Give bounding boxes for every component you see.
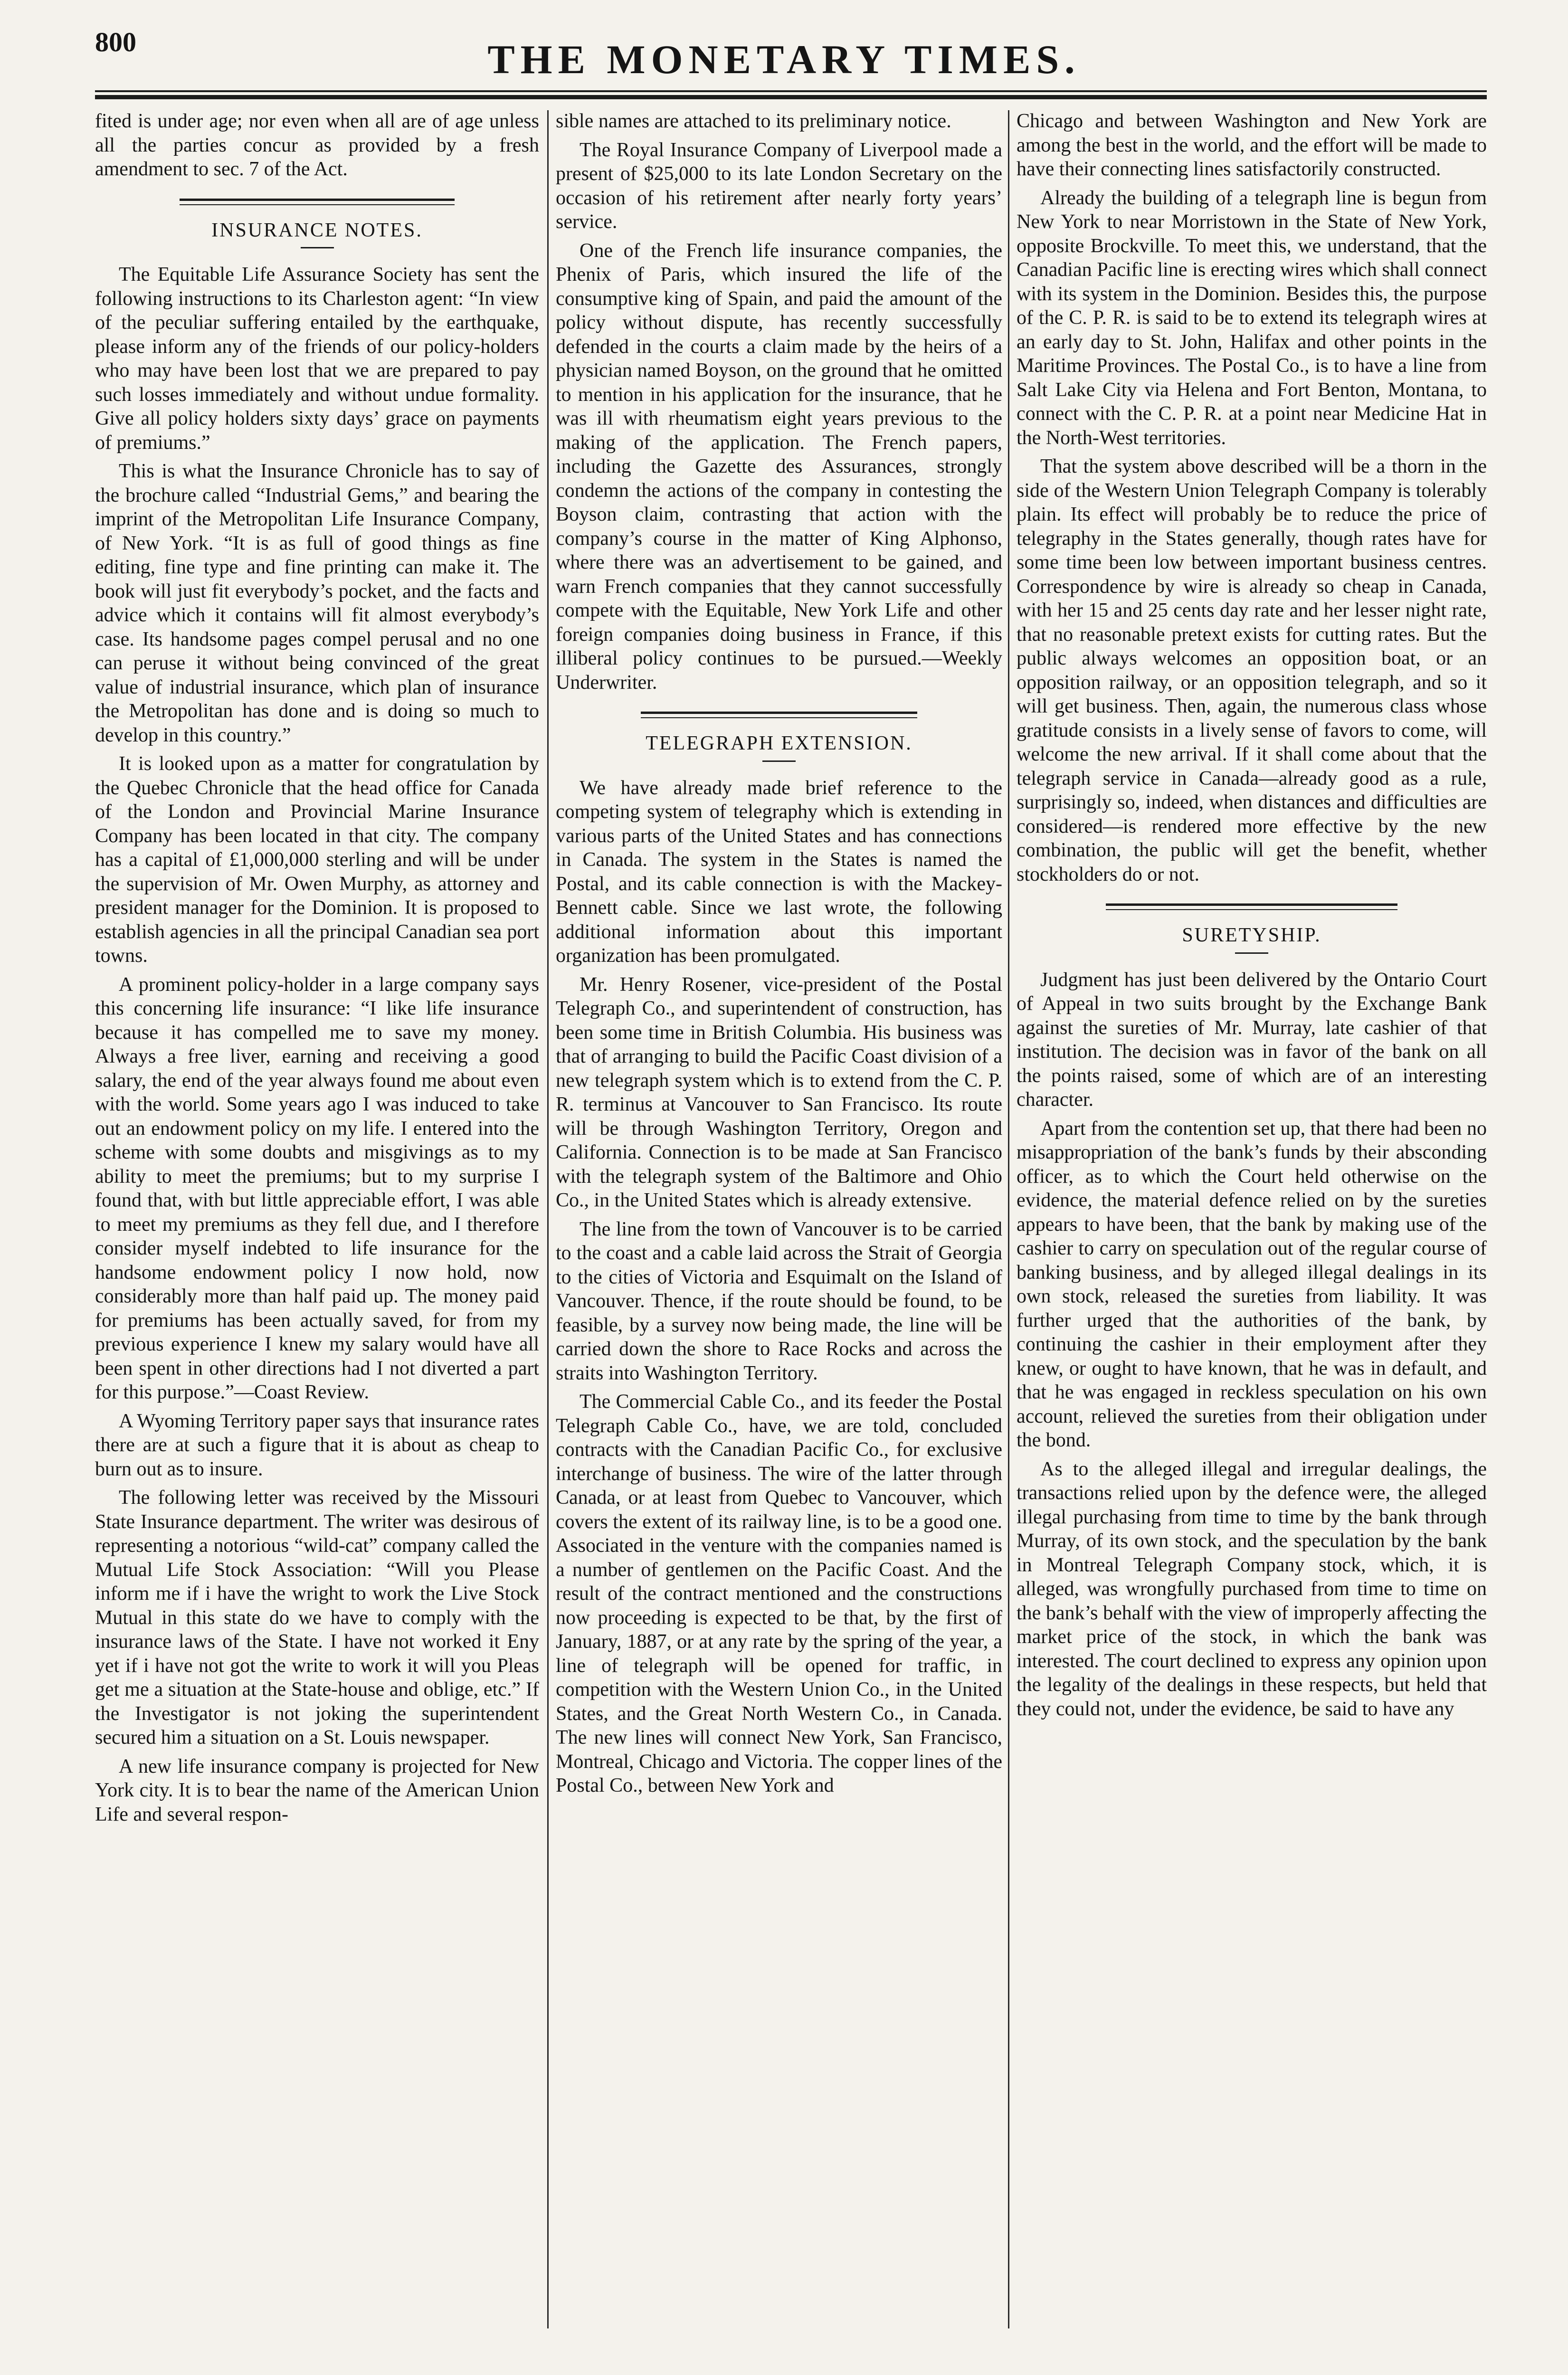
article-paragraph: Already the building of a telegraph line is begun from New York to near Morristown in the State of New York, opposite Brockville. To meet this, we understand, that the Canadian Pacific line is erecting wires which shall connect with its system in the Dominion. Besides this, the purpose of the C. P. R. is said to be to extend its telegraph wires at an early day to St. John, Halifax and other points in the Maritime Provinces. The Postal Co., is to have a line from Salt Lake City via Helena and Fort Benton, Montana, to connect with the C. P. R. at a point near Medicine Hat in the North-West territories. [1017, 187, 1487, 449]
section-heading: TELEGRAPH EXTENSION. [646, 732, 912, 754]
column-1 [95, 109, 539, 2337]
article-paragraph: A new life insurance company is projected for New York city. It is to bear the name of the American Union Life and several respon- [95, 1755, 539, 1825]
column-3 [1017, 109, 1487, 2337]
masthead-rule-thin [95, 90, 1487, 92]
article-paragraph: One of the French life insurance companies, the Phenix of Paris, which insured the life of the consumptive king of Spain, and paid the amount of the policy without dispute, has recently successfully defended in the courts a claim made by the heirs of a physician named Boyson, on the ground that he omitted to mention in his application for the insurance, that he was ill with rheumatism eight years previous to the making of the application. The French papers, including the Gazette des Assurances, strongly condemn the actions of the company in contesting the Boyson claim, contrasting that action with the company’s course in the matter of King Alphonso, where there was an advertisement to be gained, and warn French companies that they cannot successfully compete with the Equitable, New York Life and other foreign companies doing business in France, if this illiberal policy continues to be pursued.—Weekly Underwriter. [556, 239, 1002, 694]
section-double-rule [1106, 903, 1397, 910]
article-paragraph: The Royal Insurance Company of Liverpool made a present of $25,000 to its late London Secretary on the occasion of his retirement after nearly forty years’ service. [556, 139, 1002, 233]
masthead-rule-thick [95, 95, 1487, 99]
section-heading-block [1017, 903, 1487, 954]
article-paragraph: The Equitable Life Assurance Society has sent the following instructions to its Charleston agent: “In view of the peculiar suffering entailed by the earthquake, please inform any of the friends of our policy-holders who may have been lost that we are prepared to pay such losses immediately and without undue formality. Give all policy holders sixty days’ grace on payments of premiums.” [95, 264, 539, 454]
article-paragraph: That the system above described will be a thorn in the side of the Western Union Telegraph Company is tolerably plain. Its effect will probably be to reduce the price of telegraphy in the States generally, though rates have for some time been low between important business centres. Correspondence by wire is already so cheap in Canada, with her 15 and 25 cents day rate and her lesser night rate, that no reasonable pretext exists for cutting rates. But the public always welcomes an opposition boat, or an opposition railway, or an opposition telegraph, and so it will get business. Then, again, the numerous class whose gratitude consists in a lively sense of favors to come, will welcome the new arrival. If it shall come about that the telegraph service in Canada—already good as a rule, surprisingly so, indeed, when distances and difficulties are considered—is rendered more effective by the new combination, the public will get the benefit, whether stockholders do or not. [1017, 456, 1487, 885]
masthead [0, 0, 1568, 119]
article-paragraph: We have already made brief reference to the competing system of telegraphy which is extending in various parts of the United States and has connections in Canada. The system in the States is named the Postal, and its cable connection is with the Mackey-Bennett cable. Since we last wrote, the following additional information about this important organization has been promulgated. [556, 777, 1002, 967]
article-paragraph: The following letter was received by the Missouri State Insurance department. The writer was desirous of representing a notorious “wild-cat” company called the Mutual Life Stock Association: “Will you Please inform me if i have the wright to work the Live Stock Mutual in this state do we have to comply with the insurance laws of the State. I have not worked it Eny yet if i have not got the write to work it will you Pleas get me a situation at the State-house and oblige, etc.” If the Investigator is not joking the superintendent secured him a situation on a St. Louis newspaper. [95, 1487, 539, 1748]
article-paragraph: Judgment has just been delivered by the Ontario Court of Appeal in two suits brought by the Exchange Bank against the sureties of Mr. Murray, late cashier of that institution. The decision was in favor of the bank on all the points raised, some of which are of an interesting character. [1017, 969, 1487, 1111]
heading-underline-rule [1235, 952, 1268, 954]
heading-underline-rule [301, 247, 334, 248]
article-paragraph: As to the alleged illegal and irregular dealings, the transactions relied upon by the defence were, the alleged illegal purchasing from time to time by the bank through Murray, of its own stock, and the speculation by the bank in Montreal Telegraph Company stock, which, it is alleged, was wrongfully purchased from time to time on the bank’s behalf with the view of improperly affecting the market price of the stock, in which the bank was interested. The court declined to express any opinion upon the legality of the dealings in these respects, but held that they could not, under the evidence, be said to have any [1017, 1458, 1487, 1720]
article-paragraph: fited is under age; nor even when all are of age unless all the parties concur as provided by a fresh amendment to sec. 7 of the Act. [95, 110, 539, 180]
article-paragraph: sible names are attached to its preliminary notice. [556, 110, 951, 132]
page-number: 800 [95, 27, 136, 57]
column-divider-1 [547, 110, 549, 2328]
column-divider-2 [1008, 110, 1009, 2328]
article-paragraph: The line from the town of Vancouver is to be carried to the coast and a cable laid across the Strait of Georgia to the cities of Victoria and Esquimalt on the Island of Vancouver. Thence, if the route should be found, to be feasible, by a survey now being made, the line will be carried down the shore to Race Rocks and across the straits into Washington Territory. [556, 1218, 1002, 1384]
column-2 [556, 109, 1002, 2337]
article-paragraph: It is looked upon as a matter for congratulation by the Quebec Chronicle that the head office for Canada of the London and Provincial Marine Insurance Company has been located in that city. The company has a capital of £1,000,000 sterling and will be under the supervision of Mr. Owen Murphy, as attorney and president manager for the Dominion. It is proposed to establish agencies in all the principal Canadian sea port towns. [95, 753, 539, 967]
section-double-rule [180, 199, 455, 205]
article-paragraph: The Commercial Cable Co., and its feeder the Postal Telegraph Cable Co., have, we are told, concluded contracts with the Canadian Pacific Co., for exclusive interchange of business. The wire of the latter through Canada, or at least from Quebec to Vancouver, which covers the extent of its railway line, is to be a good one. Associated in the venture with the companies named is a number of gentlemen on the Pacific Coast. And the result of the contract mentioned and the constructions now proceeding is expected to be that, by the first of January, 1887, or at any rate by the spring of the year, a line of telegraph will be opened for traffic, in competition with the Western Union Co., in the United States, and the Great North Western Co., in Canada. The new lines will connect New York, San Francisco, Montreal, Chicago and Victoria. The copper lines of the Postal Co., between New York and [556, 1391, 1002, 1796]
heading-underline-rule [762, 760, 796, 762]
article-paragraph: Chicago and between Washington and New York are among the best in the world, and the effort will be made to have their connecting lines satisfactorily constructed. [1017, 110, 1487, 180]
section-heading: INSURANCE NOTES. [211, 219, 423, 241]
section-heading: SURETYSHIP. [1182, 924, 1321, 946]
article-paragraph: This is what the Insurance Chronicle has to say of the brochure called “Industrial Gems,” and bearing the imprint of the Metropolitan Life Insurance Company, of New York. “It is as full of good things as fine editing, fine type and fine printing can make it. The book will just fit everybody’s pocket, and the facts and advice which it contains will fit almost everybody’s case. Its handsome pages compel perusal and no one can peruse it without being convinced of the great value of industrial insurance, which plan of insurance the Metropolitan has done and is doing so much to develop in this country.” [95, 460, 539, 746]
section-heading-block [95, 199, 539, 249]
article-paragraph: A prominent policy-holder in a large company says this concerning life insurance: “I like life insurance because it has compelled me to save my money. Always a free liver, earning and receiving a good salary, the end of the year always found me about even with the world. Some years ago I was induced to take out an endowment policy on my life. I entered into the scheme with some doubts and misgivings as to my ability to meet the premiums; but to my surprise I found that, with but little appreciable effort, I was able to meet my premiums as they fell due, and I therefore consider myself indebted to life insurance for the handsome endowment policy I now hold, now considerably more than half paid up. The money paid for premiums has been actually saved, for from my previous experience I knew my salary would have all been spent in other directions had I not diverted a part for this purpose.”—Coast Review. [95, 973, 539, 1403]
section-double-rule [641, 712, 918, 718]
article-paragraph: A Wyoming Territory paper says that insurance rates there are at such a figure that it is about as cheap to burn out as to insure. [95, 1410, 539, 1480]
publication-title: THE MONETARY TIMES. [487, 37, 1081, 82]
section-heading-block [556, 712, 1002, 762]
article-paragraph: Mr. Henry Rosener, vice-president of the Postal Telegraph Co., and superintendent of construction, has been some time in British Columbia. His business was that of arranging to build the Pacific Coast division of a new telegraph system which is to extend from the C. P. R. terminus at Vancouver to San Francisco. Its route will be through Washington Territory, Oregon and California. Connection is to be made at San Francisco with the telegraph system of the Baltimore and Ohio Co., in the United States which is already extensive. [556, 973, 1002, 1211]
article-paragraph: Apart from the contention set up, that there had been no misappropriation of the bank’s funds by their absconding officer, as to which the Court held otherwise on the evidence, the material defence relied on by the sureties appears to have been, that the bank by making use of the cashier to carry on speculation out of the regular course of banking business, and by alleged illegal dealings in its own stock, released the sureties from liability. It was further urged that the authorities of the bank, by continuing the cashier in their employment after they knew, or ought to have known, that he was in default, and that he was engaged in reckless speculation on his own account, relieved the sureties from their obligation under the bond. [1017, 1117, 1487, 1451]
